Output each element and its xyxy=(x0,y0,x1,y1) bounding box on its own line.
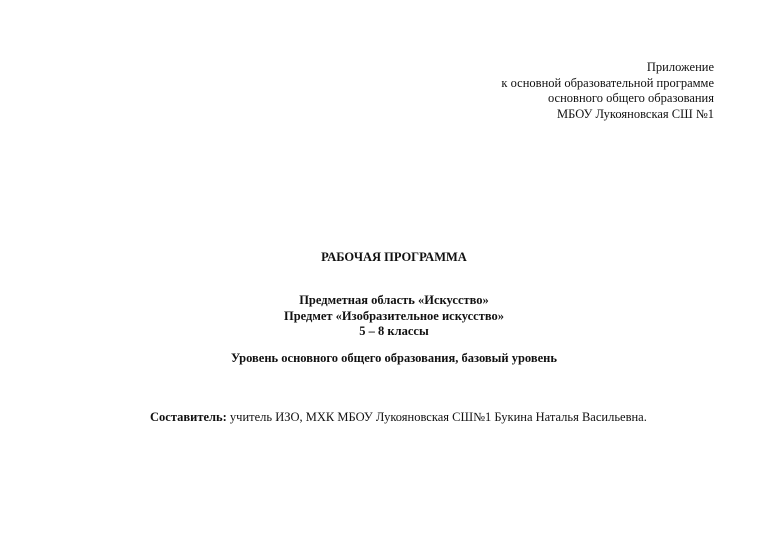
subject-area: Предметная область «Искусство» xyxy=(299,293,489,307)
appendix-line-4: МБОУ Лукояновская СШ №1 xyxy=(557,106,714,121)
subject-name: Предмет «Изобразительное искусство» xyxy=(283,308,505,323)
author-text: учитель ИЗО, МХК МБОУ Лукояновская СШ№1 Букина Наталья Васильевна. xyxy=(226,410,647,424)
subject-block xyxy=(0,293,768,340)
document-title: РАБОЧАЯ ПРОГРАММА xyxy=(321,250,467,264)
appendix-note xyxy=(501,60,714,122)
education-level: Уровень основного общего образования, базовый уровень xyxy=(231,351,557,365)
author-label: Составитель: xyxy=(150,410,227,424)
grades: 5 – 8 классы xyxy=(359,324,429,338)
appendix-line-3: основного общего образования xyxy=(548,91,714,105)
author-line xyxy=(150,410,647,425)
appendix-line-1: Приложение xyxy=(646,60,714,74)
appendix-line-2: к основной образовательной программе xyxy=(501,75,714,90)
